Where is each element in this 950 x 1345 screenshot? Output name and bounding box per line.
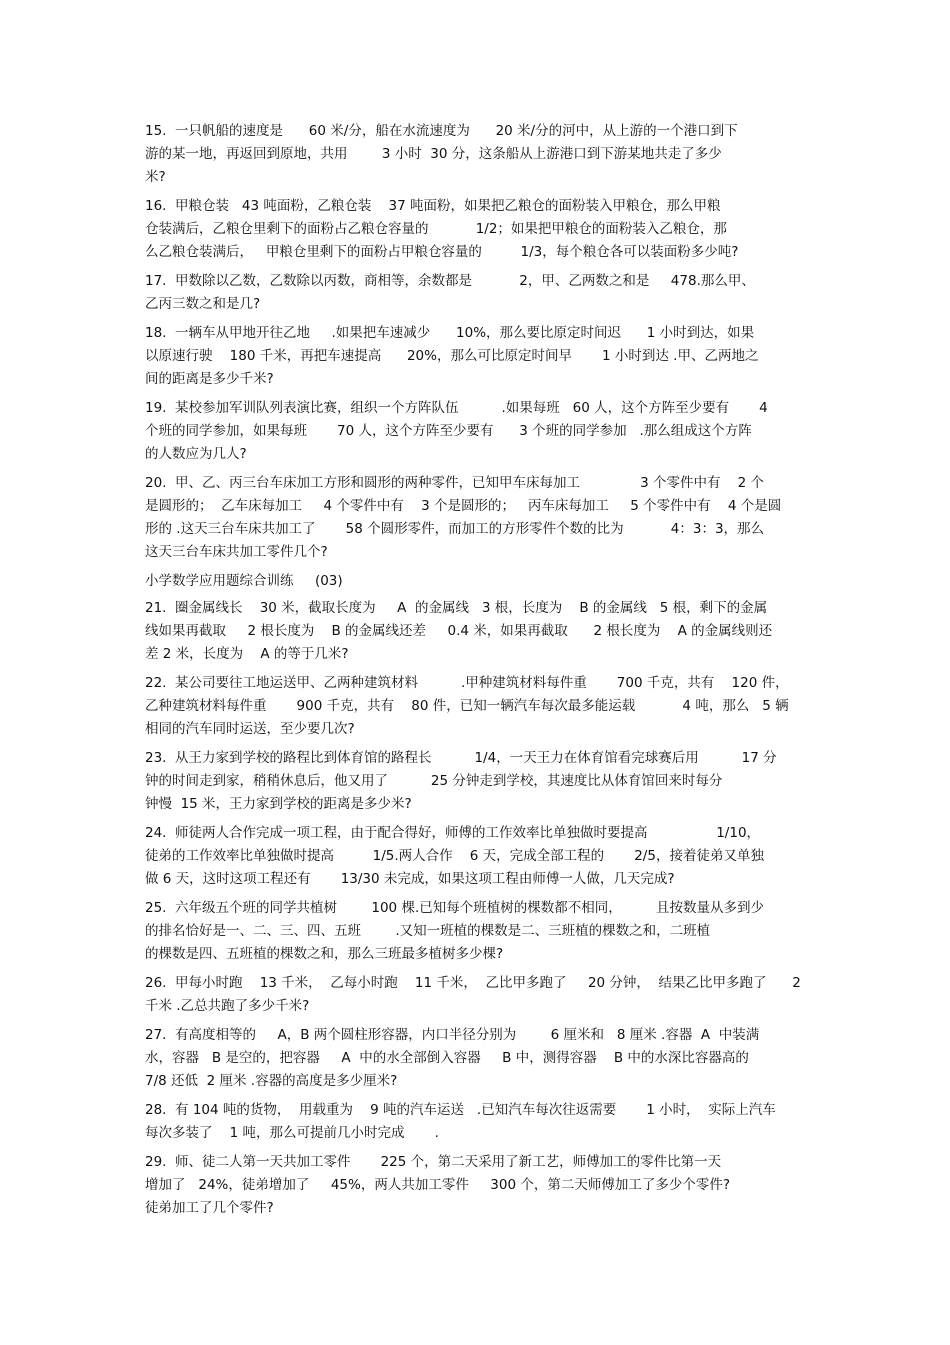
problem-line: 21. 圈金属线长 30 米，截取长度为 A 的金属线 3 根，长度为 B 的金属线 5 根，剩下的金属 bbox=[145, 600, 768, 616]
problem-line: 米? bbox=[145, 169, 166, 185]
problem-line: 的棵数是四、五班植的棵数之和，那么三班最多植树多少棵? bbox=[145, 946, 504, 962]
problem-24 bbox=[145, 822, 810, 891]
problem-line: 差 2 米，长度为 A 的等于几米? bbox=[145, 646, 349, 662]
problem-line: 这天三台车床共加工零件几个? bbox=[145, 544, 328, 560]
problem-17 bbox=[145, 270, 810, 316]
problem-line: 钟的时间走到家，稍稍休息后，他又用了 25 分钟走到学校，其速度比从体育馆回来时每分 bbox=[145, 773, 723, 789]
problem-line: 26. 甲每小时跑 13 千米， 乙每小时跑 11 千米， 乙比甲多跑了 20 分钟， 结果乙比甲多跑了 2 bbox=[145, 975, 801, 991]
problem-line: 17. 甲数除以乙数，乙数除以丙数，商相等，余数都是 2，甲、乙两数之和是 478.那么甲、 bbox=[145, 273, 755, 289]
problem-line: 千米 .乙总共跑了多少千米? bbox=[145, 998, 310, 1014]
problem-line: 水，容器 B 是空的，把容器 A 中的水全部倒入容器 B 中，测得容器 B 中的水深比容器高的 bbox=[145, 1050, 749, 1066]
problem-line: 个班的同学参加，如果每班 70 人，这个方阵至少要有 3 个班的同学参加 .那么组成这个方阵 bbox=[145, 423, 752, 439]
problem-line: 是圆形的； 乙车床每加工 4 个零件中有 3 个是圆形的； 丙车床每加工 5 个零件中有 4 个是圆 bbox=[145, 498, 782, 514]
problem-line: 23. 从王力家到学校的路程比到体育馆的路程长 1/4，一天王力在体育馆看完球赛后用 17 分 bbox=[145, 750, 777, 766]
problem-line: 18. 一辆车从甲地开往乙地 .如果把车速减少 10%，那么要比原定时间迟 1 小时到达，如果 bbox=[145, 325, 755, 341]
problem-20 bbox=[145, 472, 810, 564]
problem-line: 增加了 24%，徒弟增加了 45%，两人共加工零件 300 个，第二天师傅加工了多少个零件? bbox=[145, 1177, 731, 1193]
problem-line: 钟慢 15 米，王力家到学校的距离是多少米? bbox=[145, 796, 412, 812]
problem-line: 以原速行驶 180 千米，再把车速提高 20%，那么可比原定时间早 1 小时到达 .甲、乙两地之 bbox=[145, 348, 759, 364]
problem-line: 24. 师徒两人合作完成一项工程，由于配合得好，师傅的工作效率比单独做时要提高 1/10， bbox=[145, 825, 761, 841]
problem-line: 的排名恰好是一、二、三、四、五班 .又知一班植的棵数是二、三班植的棵数之和，二班植 bbox=[145, 923, 711, 939]
problem-line: 22. 某公司要往工地运送甲、乙两种建筑材料 .甲种建筑材料每件重 700 千克，共有 120 件， bbox=[145, 675, 789, 691]
problem-25 bbox=[145, 897, 810, 966]
problem-line: 19. 某校参加军训队列表演比赛，组织一个方阵队伍 .如果每班 60 人，这个方阵至少要有 4 bbox=[145, 400, 768, 416]
problem-27 bbox=[145, 1024, 810, 1093]
problem-line: 游的某一地，再返回到原地，共用 3 小时 30 分，这条船从上游港口到下游某地共走了多少 bbox=[145, 146, 722, 162]
problem-line: 乙种建筑材料每件重 900 千克，共有 80 件，已知一辆汽车每次最多能运载 4 吨，那么 5 辆 bbox=[145, 698, 789, 714]
problem-19 bbox=[145, 397, 810, 466]
problem-list bbox=[145, 120, 810, 1226]
problem-23 bbox=[145, 747, 810, 816]
problem-22 bbox=[145, 672, 810, 741]
problem-29 bbox=[145, 1151, 810, 1220]
problem-line: 27. 有高度相等的 A，B 两个圆柱形容器，内口半径分别为 6 厘米和 8 厘米 .容器 A 中装满 bbox=[145, 1027, 760, 1043]
problem-line: 徒弟的工作效率比单独做时提高 1/5.两人合作 6 天，完成全部工程的 2/5，接着徒弟又单独 bbox=[145, 848, 764, 864]
problem-line: 25. 六年级五个班的同学共植树 100 棵.已知每个班植树的棵数都不相同， 且按数量从多到少 bbox=[145, 900, 765, 916]
problem-28 bbox=[145, 1099, 810, 1145]
problem-line: 乙丙三数之和是几? bbox=[145, 296, 261, 312]
problem-26 bbox=[145, 972, 810, 1018]
problem-line: 每次多装了 1 吨，那么可提前几小时完成 . bbox=[145, 1125, 439, 1141]
problem-line: 做 6 天，这时这项工程还有 13/30 未完成，如果这项工程由师傅一人做，几天完成? bbox=[145, 871, 675, 887]
problem-line: 7/8 还低 2 厘米 .容器的高度是多少厘米? bbox=[145, 1073, 398, 1089]
problem-line: 20. 甲、乙、丙三台车床加工方形和圆形的两种零件，已知甲车床每加工 3 个零件中有 2 个 bbox=[145, 475, 765, 491]
section-title: 小学数学应用题综合训练 (03) bbox=[145, 573, 343, 589]
problem-15 bbox=[145, 120, 810, 189]
problem-21 bbox=[145, 597, 810, 666]
problem-line: 形的 .这天三台车床共加工了 58 个圆形零件，而加工的方形零件个数的比为 4：3：3，那么 bbox=[145, 521, 765, 537]
problem-line: 29. 师、徒二人第一天共加工零件 225 个，第二天采用了新工艺，师傅加工的零件比第一天 bbox=[145, 1154, 722, 1170]
problem-line: 16. 甲粮仓装 43 吨面粉，乙粮仓装 37 吨面粉，如果把乙粮仓的面粉装入甲粮仓，那么甲粮 bbox=[145, 198, 721, 214]
problem-line: 相同的汽车同时运送，至少要几次? bbox=[145, 721, 355, 737]
problem-line: 的人数应为几人? bbox=[145, 446, 247, 462]
problem-line: 仓装满后，乙粮仓里剩下的面粉占乙粮仓容量的 1/2；如果把甲粮仓的面粉装入乙粮仓，那 bbox=[145, 221, 727, 237]
problem-line: 么乙粮仓装满后， 甲粮仓里剩下的面粉占甲粮仓容量的 1/3，每个粮仓各可以装面粉多少吨? bbox=[145, 244, 739, 260]
problem-line: 间的距离是多少千米? bbox=[145, 371, 274, 387]
problem-line: 线如果再截取 2 根长度为 B 的金属线还差 0.4 米，如果再截取 2 根长度为 A 的金属线则还 bbox=[145, 623, 773, 639]
problem-line: 15. 一只帆船的速度是 60 米/分，船在水流速度为 20 米/分的河中，从上游的一个港口到下 bbox=[145, 123, 738, 139]
problem-line: 徒弟加工了几个零件? bbox=[145, 1200, 274, 1216]
problem-18 bbox=[145, 322, 810, 391]
problem-line: 28. 有 104 吨的货物， 用载重为 9 吨的汽车运送 .已知汽车每次往返需要 1 小时， 实际上汽车 bbox=[145, 1102, 776, 1118]
problem-16 bbox=[145, 195, 810, 264]
